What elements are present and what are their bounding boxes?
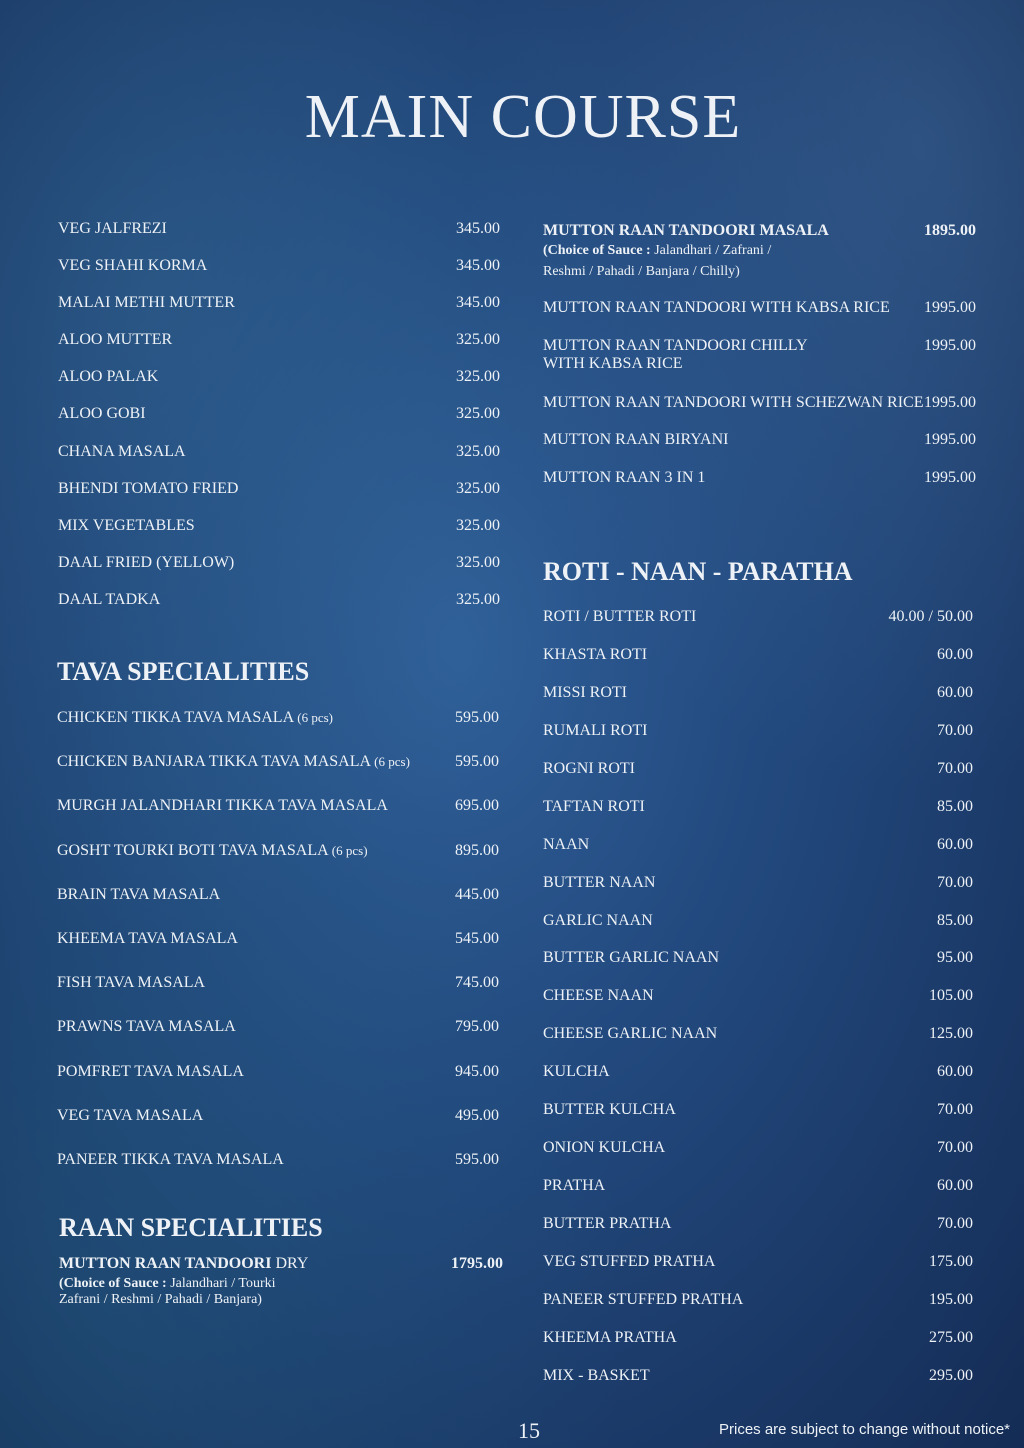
item-price: 695.00	[455, 797, 499, 815]
item-price: 70.00	[937, 759, 973, 777]
item-price: 85.00	[937, 911, 973, 929]
menu-item	[57, 753, 499, 797]
item-name: BRAIN TAVA MASALA	[57, 885, 221, 903]
menu-item	[543, 760, 973, 798]
item-price: 70.00	[937, 1101, 973, 1119]
menu-item	[58, 294, 500, 331]
item-price: 1795.00	[451, 1255, 503, 1272]
item-price: 60.00	[937, 1063, 973, 1081]
menu-item	[543, 987, 973, 1025]
item-name: CHEESE NAAN	[543, 987, 654, 1005]
item-price: 70.00	[937, 873, 973, 891]
item-name: MIX - BASKET	[543, 1366, 650, 1384]
item-name: VEG JALFREZI	[58, 220, 167, 237]
menu-item	[57, 842, 499, 886]
item-name: ALOO GOBI	[58, 405, 146, 423]
item-price: 595.00	[455, 709, 499, 726]
menu-item	[543, 1253, 973, 1291]
menu-item	[543, 1139, 973, 1177]
page-title: MAIN COURSE	[304, 83, 742, 151]
menu-item	[57, 974, 499, 1018]
item-name: ALOO PALAK	[58, 368, 159, 386]
item-price: 175.00	[929, 1252, 973, 1270]
roti-section	[543, 557, 973, 1405]
item-price: 60.00	[937, 683, 973, 701]
menu-item	[57, 886, 499, 930]
item-name: CHICKEN TIKKA TAVA MASALA	[57, 709, 294, 726]
item-name	[543, 431, 729, 469]
item-name: ROTI / BUTTER ROTI	[543, 608, 697, 625]
item-name: VEG TAVA MASALA	[57, 1106, 204, 1124]
item-name: DAAL TADKA	[58, 590, 161, 608]
menu-item	[543, 798, 973, 836]
item-price: 325.00	[456, 331, 500, 349]
item-variant: DRY	[275, 1255, 309, 1272]
note-label: (Choice of Sauce :	[543, 243, 651, 258]
item-name: NAAN	[543, 835, 590, 853]
item-name: MIX VEGETABLES	[58, 516, 195, 534]
item-name: BUTTER GARLIC NAAN	[543, 949, 719, 967]
item-name-line: MUTTON RAAN TANDOORI WITH SCHEZWAN RICE	[543, 393, 924, 411]
item-price: 85.00	[937, 797, 973, 815]
item-name-line: MUTTON RAAN BIRYANI	[543, 431, 729, 448]
menu-item	[543, 469, 976, 507]
item-price: 595.00	[455, 753, 499, 771]
menu-item	[543, 836, 973, 874]
note-label: (Choice of Sauce :	[59, 1276, 167, 1291]
item-price: 295.00	[929, 1366, 973, 1384]
item-price: 895.00	[455, 841, 499, 859]
menu-item	[58, 443, 500, 480]
page-number: 15	[518, 1418, 540, 1443]
menu-item	[543, 1367, 973, 1405]
price-notice: Prices are subject to change without notice*	[719, 1421, 1010, 1438]
menu-item	[543, 874, 973, 912]
item-name: CHANA MASALA	[58, 442, 186, 460]
menu-item	[543, 912, 973, 950]
item-price: 70.00	[937, 721, 973, 739]
menu-item	[57, 1107, 499, 1151]
item-name: VEG SHAHI KORMA	[58, 257, 208, 275]
menu-item	[543, 431, 976, 469]
menu-item	[57, 709, 499, 753]
menu-item	[58, 220, 500, 257]
raan-right-section	[543, 222, 976, 506]
item-price: 325.00	[456, 590, 500, 608]
menu-item	[543, 1215, 973, 1253]
item-name: GOSHT TOURKI BOTI TAVA MASALA	[57, 841, 328, 859]
menu-item	[58, 331, 500, 368]
item-name	[543, 299, 890, 337]
menu-item	[543, 1291, 973, 1329]
menu-item	[543, 394, 976, 432]
menu-item	[58, 591, 500, 628]
item-price: 795.00	[455, 1018, 499, 1036]
item-price: 945.00	[455, 1062, 499, 1080]
item-name: PRAWNS TAVA MASALA	[57, 1018, 236, 1036]
item-name: KHEEMA PRATHA	[543, 1328, 677, 1346]
item-name: BUTTER KULCHA	[543, 1101, 676, 1119]
item-name	[543, 394, 923, 432]
item-name: BHENDI TOMATO FRIED	[58, 479, 239, 497]
item-qty: (6 pcs)	[297, 710, 333, 725]
raan-section	[59, 1213, 503, 1308]
item-name-line: MUTTON RAAN TANDOORI CHILLY	[543, 336, 808, 354]
item-price: 545.00	[455, 929, 499, 947]
item-price: 325.00	[456, 516, 500, 534]
item-qty: (6 pcs)	[331, 842, 368, 858]
item-price: 345.00	[456, 220, 500, 237]
menu-item	[543, 299, 976, 337]
item-price: 325.00	[456, 368, 500, 386]
item-price: 345.00	[456, 257, 500, 275]
menu-item	[57, 1063, 499, 1107]
note-text: Zafrani / Reshmi / Pahadi / Banjara)	[59, 1292, 262, 1307]
item-price: 1995.00	[924, 393, 976, 411]
item-price: 195.00	[929, 1290, 973, 1308]
item-price: 495.00	[455, 1106, 499, 1124]
item-price: 745.00	[455, 974, 499, 992]
menu-item	[57, 1018, 499, 1062]
item-price: 325.00	[456, 553, 500, 571]
menu-item	[543, 684, 973, 722]
section-heading: TAVA SPECIALITIES	[57, 657, 310, 686]
item-name: MALAI METHI MUTTER	[58, 294, 235, 312]
item-note	[543, 240, 976, 282]
menu-item	[57, 797, 499, 841]
item-name: ROGNI ROTI	[543, 759, 635, 777]
item-price: 325.00	[456, 479, 500, 497]
item-name-line: MUTTON RAAN 3 IN 1	[543, 468, 706, 486]
item-price: 70.00	[937, 1215, 973, 1232]
item-name: GARLIC NAAN	[543, 911, 653, 929]
note-text: Jalandhari / Tourki	[170, 1276, 276, 1291]
menu-item	[58, 405, 500, 442]
item-name: ONION KULCHA	[543, 1139, 666, 1157]
item-price: 60.00	[937, 645, 973, 663]
item-price: 325.00	[456, 442, 500, 460]
item-price: 105.00	[929, 987, 973, 1005]
menu-item	[543, 1177, 973, 1215]
item-price: 60.00	[937, 1177, 973, 1195]
item-name: MUTTON RAAN TANDOORI MASALA	[543, 222, 829, 239]
item-price: 345.00	[456, 294, 500, 312]
item-price: 1995.00	[924, 431, 976, 448]
menu-item	[543, 1101, 973, 1139]
menu-item	[543, 1063, 973, 1101]
menu-item	[543, 337, 976, 394]
item-name: KHEEMA TAVA MASALA	[57, 929, 238, 947]
item-name: MUTTON RAAN TANDOORI	[59, 1255, 272, 1272]
section-heading: ROTI - NAAN - PARATHA	[543, 557, 853, 586]
item-name: ALOO MUTTER	[58, 331, 173, 349]
item-name: POMFRET TAVA MASALA	[57, 1062, 244, 1080]
menu-item	[543, 1025, 973, 1063]
item-price: 445.00	[455, 885, 499, 903]
item-price: 1995.00	[924, 468, 976, 486]
menu-item	[58, 480, 500, 517]
menu-item	[58, 517, 500, 554]
item-price: 1895.00	[924, 222, 976, 239]
item-name: BUTTER NAAN	[543, 873, 656, 891]
item-name: PANEER STUFFED PRATHA	[543, 1290, 744, 1308]
item-price: 595.00	[455, 1150, 499, 1168]
menu-item	[57, 930, 499, 974]
item-qty: (6 pcs)	[374, 754, 410, 770]
item-name: CHEESE GARLIC NAAN	[543, 1025, 718, 1043]
item-price: 125.00	[929, 1025, 973, 1043]
section-heading: RAAN SPECIALITIES	[59, 1213, 323, 1242]
menu-item	[543, 949, 973, 987]
item-name-line: WITH KABSA RICE	[543, 354, 683, 372]
item-name: DAAL FRIED (YELLOW)	[58, 553, 235, 571]
veg-section	[58, 220, 500, 628]
menu-item	[58, 554, 500, 591]
tava-section	[57, 657, 499, 1195]
item-name: MURGH JALANDHARI TIKKA TAVA MASALA	[57, 797, 388, 815]
item-name: TAFTAN ROTI	[543, 797, 645, 815]
item-price: 1995.00	[924, 299, 976, 316]
item-price: 95.00	[937, 949, 973, 967]
menu-item	[543, 222, 976, 240]
item-name-line: MUTTON RAAN TANDOORI WITH KABSA RICE	[543, 299, 890, 316]
item-name	[543, 337, 808, 394]
menu-item	[59, 1255, 503, 1273]
menu-item	[58, 368, 500, 405]
item-price: 325.00	[456, 405, 500, 423]
item-price: 275.00	[929, 1328, 973, 1346]
note-text: Reshmi / Pahadi / Banjara / Chilly)	[543, 264, 740, 279]
menu-item	[543, 1329, 973, 1367]
item-price: 1995.00	[924, 336, 976, 354]
item-name: KHASTA ROTI	[543, 645, 648, 663]
menu-item	[543, 722, 973, 760]
item-name: BUTTER PRATHA	[543, 1215, 672, 1232]
item-name: KULCHA	[543, 1063, 610, 1081]
menu-item	[543, 608, 973, 646]
item-note	[59, 1276, 503, 1308]
item-price: 40.00 / 50.00	[888, 608, 973, 625]
item-price: 60.00	[937, 835, 973, 853]
menu-item	[57, 1151, 499, 1195]
item-name: RUMALI ROTI	[543, 721, 648, 739]
item-name: PANEER TIKKA TAVA MASALA	[57, 1150, 284, 1168]
item-price: 70.00	[937, 1139, 973, 1157]
item-name: FISH TAVA MASALA	[57, 974, 206, 992]
item-name	[543, 469, 705, 507]
note-text: Jalandhari / Zafrani /	[654, 243, 772, 258]
menu-item	[543, 646, 973, 684]
item-name: VEG STUFFED PRATHA	[543, 1252, 716, 1270]
menu-item	[58, 257, 500, 294]
item-name: CHICKEN BANJARA TIKKA TAVA MASALA	[57, 753, 371, 771]
item-name: PRATHA	[543, 1177, 606, 1195]
item-name: MISSI ROTI	[543, 683, 628, 701]
